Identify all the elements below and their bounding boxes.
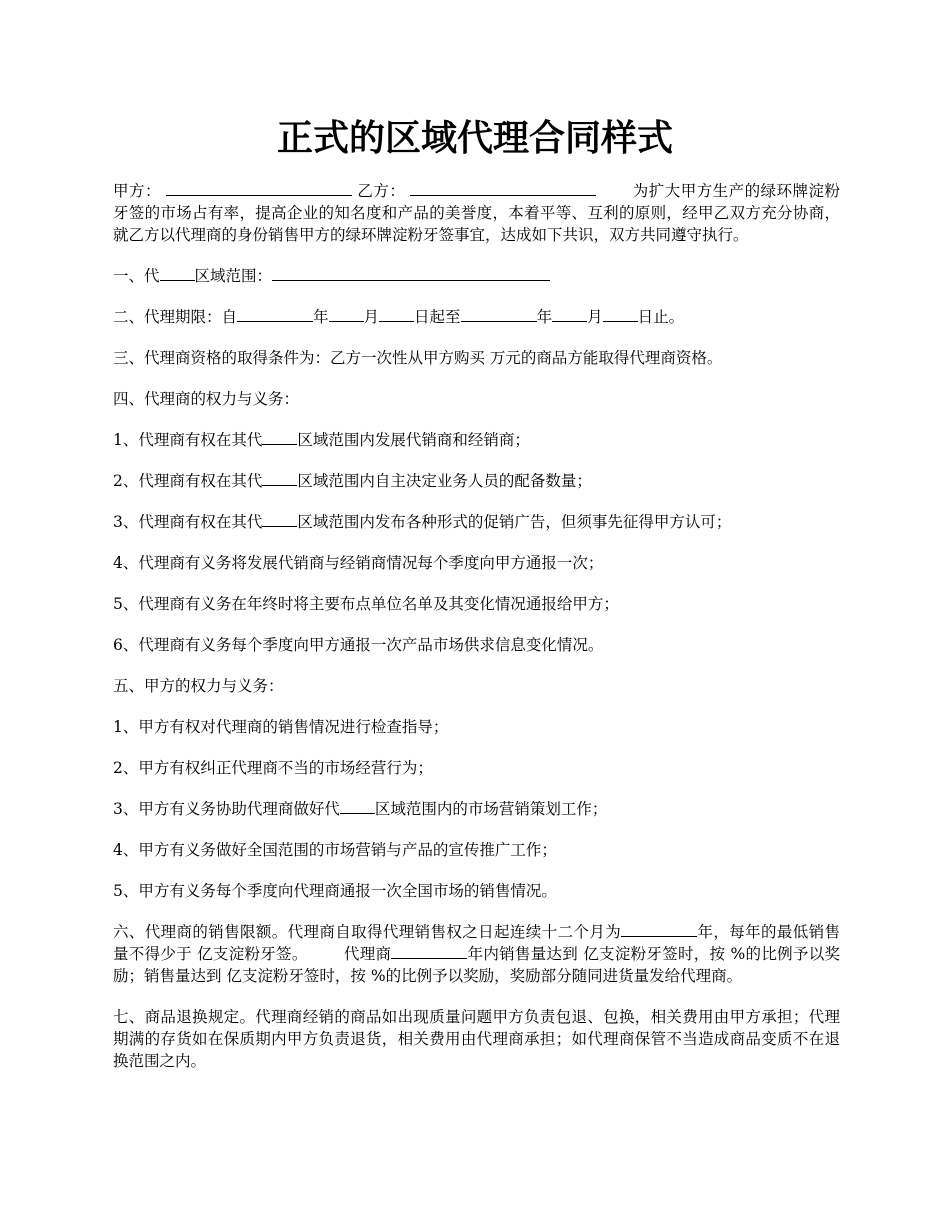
section-5-item-1: 1、甲方有权对代理商的销售情况进行检查指导； (113, 718, 449, 736)
section-4-item-2 (113, 470, 840, 492)
section-6-text-b: 年，每年的最低销售量不得少于 亿支淀粉牙签。 (113, 923, 840, 963)
section-6-text-c: 代理商 (343, 945, 392, 963)
party-a-label: 甲方： (113, 182, 161, 200)
section-2-text-a: 二、代理期限：自 (113, 308, 238, 326)
blank (329, 306, 364, 322)
section-3: 三、代理商资格的取得条件为：乙方一次性从甲方购买 万元的商品方能取得代理商资格。 (113, 349, 723, 367)
item-text-a: 3、甲方有义务协助代理商做好代 (113, 800, 340, 818)
document-title: 正式的区域代理合同样式 (276, 117, 673, 159)
section-6-text-d: 年内销售量达到 亿支淀粉牙签时，按 %的比例予以奖励；销售量达到 亿支淀粉牙签时，按 %的比例予以奖励，奖励部分随同进货量发给代理商。 (113, 945, 840, 985)
document-body (113, 180, 840, 1091)
blank (552, 306, 587, 322)
blank (603, 306, 638, 322)
section-2 (113, 306, 840, 328)
region-blank (272, 265, 550, 281)
section-4-item-5: 5、代理商有义务在年终时将主要布点单位名单及其变化情况通报给甲方； (113, 595, 619, 613)
blank (621, 921, 697, 937)
section-4-item-6: 6、代理商有义务每个季度向甲方通报一次产品市场供求信息变化情况。 (113, 636, 604, 654)
blank (379, 306, 414, 322)
party-b-blank (410, 180, 596, 196)
party-b-label: 乙方： (356, 182, 406, 200)
section-4-item-1 (113, 429, 840, 451)
section-2-text-c: 月 (363, 308, 380, 326)
section-2-text-g: 日止。 (637, 308, 685, 326)
section-2-text-e: 年 (536, 308, 553, 326)
item-text-b: 区域范围内自主决定业务人员的配备数量； (297, 472, 592, 490)
item-text-b: 区域范围内的市场营销策划工作； (374, 800, 608, 818)
section-5-heading: 五、甲方的权力与义务： (113, 677, 284, 695)
blank (262, 470, 297, 486)
section-2-text-d: 日起至 (414, 308, 461, 326)
section-5-item-3 (113, 798, 840, 820)
section-5-item-5: 5、甲方有义务每个季度向代理商通报一次全国市场的销售情况。 (113, 882, 557, 900)
section-4-heading: 四、代理商的权力与义务： (113, 390, 300, 408)
section-6-text-a: 六、代理商的销售限额。代理商自取得代理销售权之日起连续十二个月为 (113, 923, 622, 941)
party-a-blank (166, 180, 352, 196)
item-text-a: 1、代理商有权在其代 (113, 431, 263, 449)
blank (160, 265, 195, 281)
intro-text: 为扩大甲方生产的绿环牌淀粉牙签的市场占有率，提高企业的知名度和产品的美誉度，本着平等、互利的原则，经甲乙双方充分协商，就乙方以代理商的身份销售甲方的绿环牌淀粉牙签事宜，达成如下共识，双方共同遵守执行。 (113, 182, 840, 244)
section-4-item-4: 4、代理商有义务将发展代销商与经销商情况每个季度向甲方通报一次； (113, 554, 604, 572)
intro-paragraph (113, 180, 840, 246)
section-6 (113, 921, 840, 987)
item-text-a: 2、代理商有权在其代 (113, 472, 263, 490)
section-1-text-b: 区域范围： (194, 267, 273, 285)
blank (237, 306, 313, 322)
section-1-text-a: 一、代 (113, 267, 160, 285)
item-text-a: 3、代理商有权在其代 (113, 513, 263, 531)
blank (391, 943, 467, 959)
blank (262, 429, 297, 445)
blank (262, 511, 297, 527)
section-2-text-f: 月 (587, 308, 603, 326)
section-4-item-3 (113, 511, 840, 533)
blank (461, 306, 537, 322)
item-text-b: 区域范围内发展代销商和经销商； (297, 431, 530, 449)
section-5-item-4: 4、甲方有义务做好全国范围的市场营销与产品的宣传推广工作； (113, 841, 557, 859)
section-5-item-2: 2、甲方有权纠正代理商不当的市场经营行为； (113, 759, 433, 777)
item-text-b: 区域范围内发布各种形式的促销广告，但须事先征得甲方认可； (297, 513, 732, 531)
blank (340, 798, 375, 814)
section-7: 七、商品退换规定。代理商经销的商品如出现质量问题甲方负责包退、包换，相关费用由甲方承担；代理期满的存货如在保质期内甲方负责退货，相关费用由代理商承担；如代理商保管不当造成商品变质不在退换范围之内。 (113, 1008, 840, 1070)
section-2-text-b: 年 (313, 308, 329, 326)
section-1 (113, 265, 840, 287)
